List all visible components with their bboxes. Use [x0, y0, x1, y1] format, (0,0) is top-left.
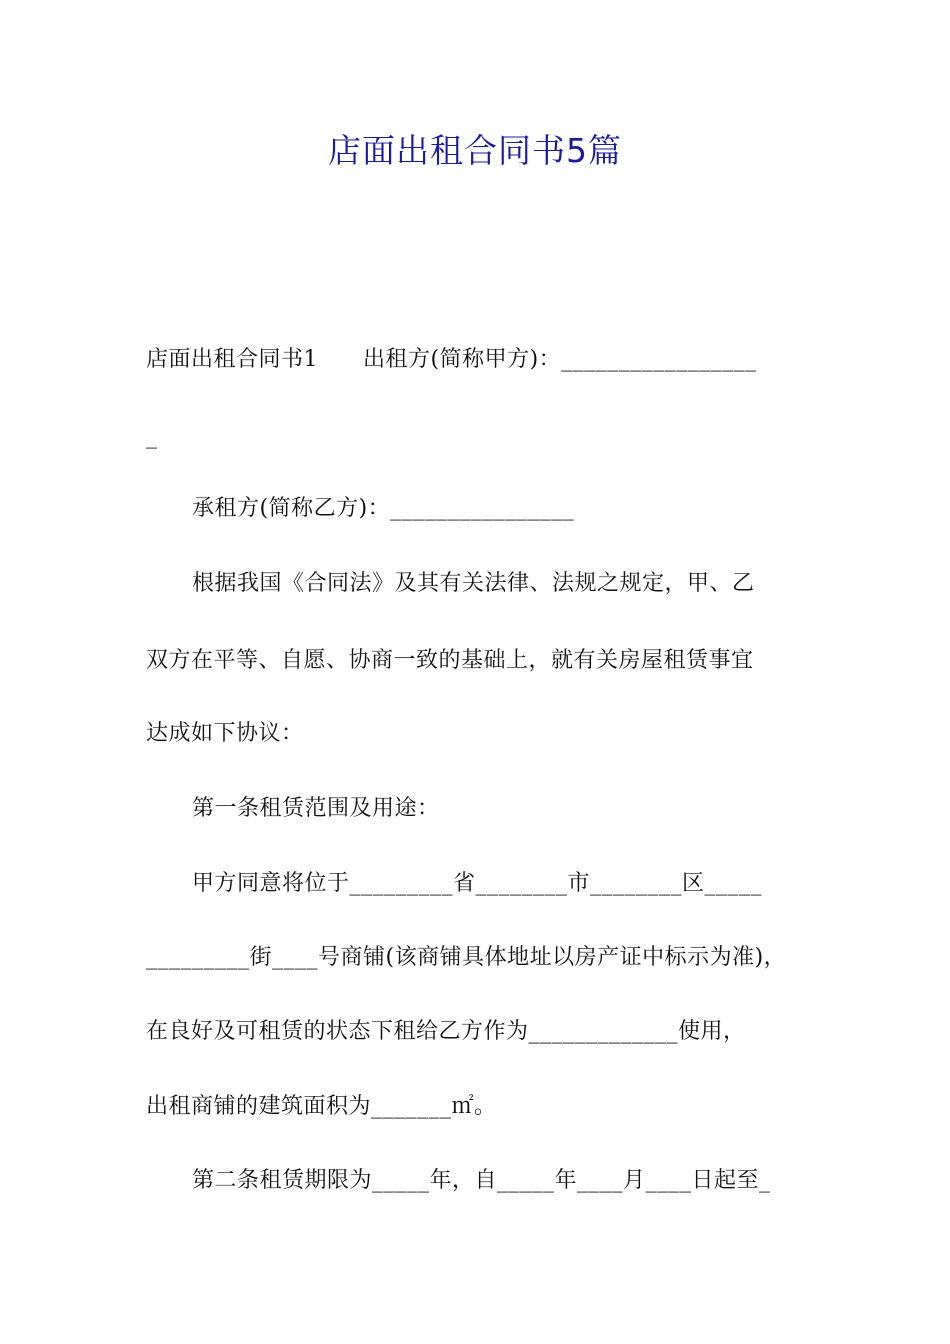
paragraph-line: 甲方同意将位于_________省________市________区_____ [192, 871, 763, 896]
paragraph-line: 达成如下协议： [146, 721, 304, 746]
article-heading: 第一条租赁范围及用途： [192, 796, 440, 821]
paragraph-line: 在良好及可租赁的状态下租给乙方作为_____________使用， [146, 1019, 746, 1044]
paragraph-line: 出租商铺的建筑面积为_______㎡。 [146, 1094, 497, 1119]
document-title: 店面出租合同书5篇 [328, 131, 622, 170]
lessee-line: 承租方(简称乙方)：________________ [192, 496, 575, 521]
paragraph-line: 双方在平等、自愿、协商一致的基础上，就有关房屋租赁事宜 [146, 648, 754, 673]
contract-header-line: 店面出租合同书1 出租方(简称甲方)：_________________ [146, 347, 757, 372]
paragraph-line: _________街____号商铺(该商铺具体地址以房产证中标示为准)， [146, 945, 787, 970]
paragraph-line: 根据我国《合同法》及其有关法律、法规之规定，甲、乙 [192, 571, 755, 596]
article-line: 第二条租赁期限为_____年，自_____年____月____日起至_ [192, 1168, 771, 1193]
continuation-underline: _ [146, 424, 158, 449]
